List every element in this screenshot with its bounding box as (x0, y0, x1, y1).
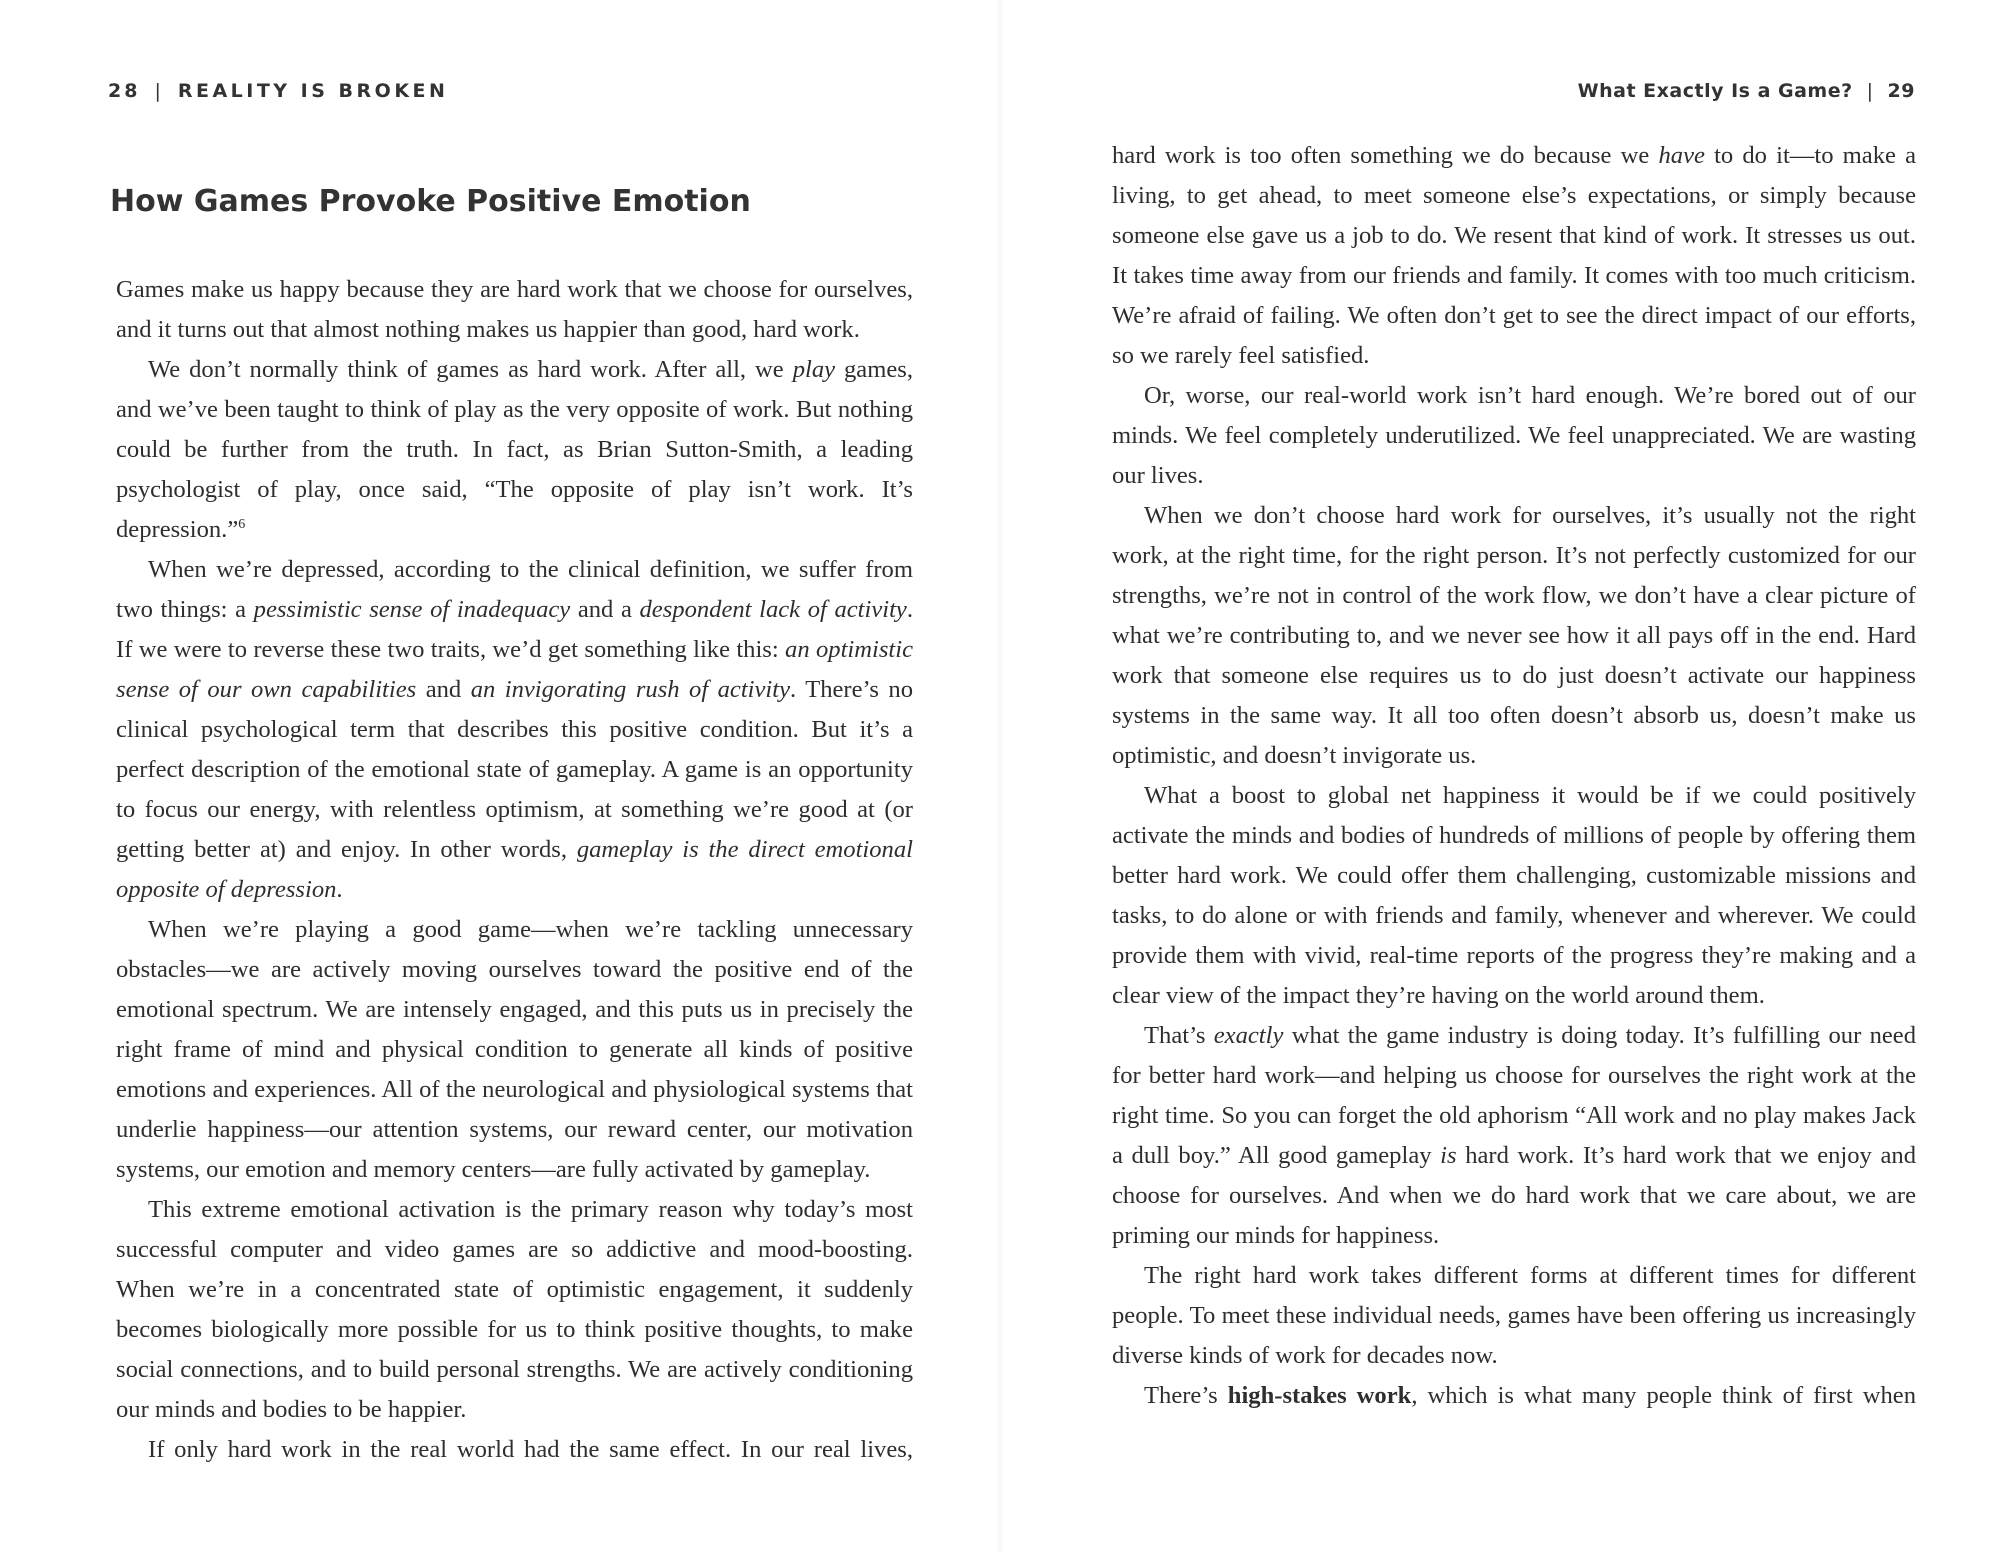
text-run: If only hard work in the real world had the same effect. In our real lives, (148, 1436, 913, 1463)
italic-text: is (1440, 1142, 1457, 1169)
italic-text: have (1658, 142, 1705, 169)
paragraph (1112, 376, 1916, 496)
text-run: . (336, 876, 343, 903)
paragraph (116, 1190, 913, 1430)
italic-text: play (792, 356, 836, 383)
paragraph (116, 1430, 913, 1470)
text-run: That’s (1144, 1022, 1214, 1049)
section-heading: How Games Provoke Positive Emotion (110, 184, 751, 219)
paragraph (116, 550, 913, 910)
bold-text: high-stakes work (1227, 1382, 1412, 1409)
running-head-right (1578, 80, 1915, 102)
text-run: hard work is too often something we do because we (1112, 142, 1659, 169)
italic-text: pessimistic sense of inadequacy (253, 596, 571, 623)
text-run: . If we were to reverse these two traits, we’d get something like this: (116, 596, 914, 663)
page-number-right: 29 (1887, 80, 1915, 102)
text-run: and (416, 676, 471, 703)
text-run: games, and we’ve been taught to think of play as the very opposite of work. But nothing could be further from the truth. In fact, as Brian Sutton-Smith, a leading psychologist of play, once said, “The opposite of play isn’t work. It’s depression.” (116, 356, 913, 543)
text-run: There’s (1144, 1382, 1228, 1409)
text-run: When we’re playing a good game—when we’re tackling unnecessary obstacles—we are actively moving ourselves toward the positive end of the emotional spectrum. We are intensely engaged, and this puts us in precisely the right frame of mind and physical condition to generate all kinds of positive emotions and experiences. All of the neurological and physiological systems that underlie happiness—our attention systems, our reward center, our motivation systems, our emotion and memory centers—are fully activated by gameplay. (116, 916, 913, 1183)
body-text-right (1112, 136, 1916, 1416)
header-separator: | (1866, 80, 1874, 102)
italic-text: an optimistic sense of our own capabilities (116, 636, 913, 703)
text-run: When we don’t choose hard work for ourselves, it’s usually not the right work, at the right time, for the right person. It’s not perfectly customized for our strengths, we’re not in control of the work flow, we don’t have a clear picture of what we’re contributing to, and we never see how it all pays off in the end. Hard work that someone else requires us to do just doesn’t activate our happiness systems in the same way. It all too often doesn’t absorb us, doesn’t make us optimistic, and doesn’t invigorate us. (1112, 502, 1916, 769)
book-title: REALITY IS BROKEN (177, 80, 449, 102)
text-run: We don’t normally think of games as hard work. After all, we (148, 356, 793, 383)
paragraph (116, 910, 913, 1190)
paragraph (116, 270, 913, 350)
text-run: Or, worse, our real-world work isn’t hard enough. We’re bored out of our minds. We feel completely underutilized. We feel unappreciated. We are wasting our lives. (1112, 382, 1916, 489)
text-run: What a boost to global net happiness it would be if we could positively activate the minds and bodies of hundreds of millions of people by offering them better hard work. We could offer them challenging, customizable missions and tasks, to do alone or with friends and family, whenever and wherever. We could provide them with vivid, real-time reports of the progress they’re making and a clear view of the impact they’re having on the world around them. (1112, 782, 1916, 1009)
text-run: , which is what many people think of first when (1411, 1382, 1916, 1409)
page-number-left: 28 (108, 80, 141, 102)
text-run: hard work. It’s hard work that we enjoy and choose for ourselves. And when we do hard work that we care about, we are priming our minds for happiness. (1112, 1142, 1916, 1249)
running-head-left (108, 80, 448, 102)
footnote-marker: 6 (238, 516, 246, 532)
paragraph (1112, 136, 1916, 376)
text-run: . There’s no clinical psychological term that describes this positive condition. But it’s a perfect description of the emotional state of gameplay. A game is an opportunity to focus our energy, with relentless optimism, at something we’re good at (or getting better at) and enjoy. In other words, (116, 676, 914, 863)
paragraph (1112, 1016, 1916, 1256)
text-run: The right hard work takes different forms at different times for different people. To meet these individual needs, games have been offering us increasingly diverse kinds of work for decades now. (1112, 1262, 1916, 1369)
text-run: Games make us happy because they are hard work that we choose for ourselves, and it turns out that almost nothing makes us happier than good, hard work. (116, 276, 913, 343)
italic-text: despondent lack of activity (639, 596, 907, 623)
italic-text: exactly (1213, 1022, 1284, 1049)
body-text-left (116, 270, 913, 1470)
italic-text: gameplay is the direct emotional opposite of depression (116, 836, 913, 903)
paragraph (1112, 1376, 1916, 1416)
italic-text: an invigorating rush of activity (470, 676, 791, 703)
chapter-title: What Exactly Is a Game? (1577, 80, 1853, 102)
text-run: When we’re depressed, according to the clinical definition, we suffer from two things: a (116, 556, 913, 623)
paragraph (1112, 496, 1916, 776)
paragraph (116, 350, 913, 550)
text-run: This extreme emotional activation is the primary reason why today’s most successful computer and video games are so addictive and mood-boosting. When we’re in a concentrated state of optimistic engagement, it suddenly becomes biologically more possible for us to think positive thoughts, to make social connections, and to build personal strengths. We are actively conditioning our minds and bodies to be happier. (116, 1196, 913, 1423)
header-separator: | (154, 80, 164, 102)
text-run: and a (570, 596, 640, 623)
paragraph (1112, 1256, 1916, 1376)
text-run: what the game industry is doing today. It’s fulfilling our need for better hard work—and helping us choose for ourselves the right work at the right time. So you can forget the old aphorism “All work and no play makes Jack a dull boy.” All good gameplay (1112, 1022, 1916, 1169)
text-run: to do it—to make a living, to get ahead, to meet someone else’s expectations, or simply because someone else gave us a job to do. We resent that kind of work. It stresses us out. It takes time away from our friends and family. It comes with too much criticism. We’re afraid of failing. We often don’t get to see the direct impact of our efforts, so we rarely feel satisfied. (1112, 142, 1916, 369)
right-page (1000, 0, 2000, 1552)
paragraph (1112, 776, 1916, 1016)
